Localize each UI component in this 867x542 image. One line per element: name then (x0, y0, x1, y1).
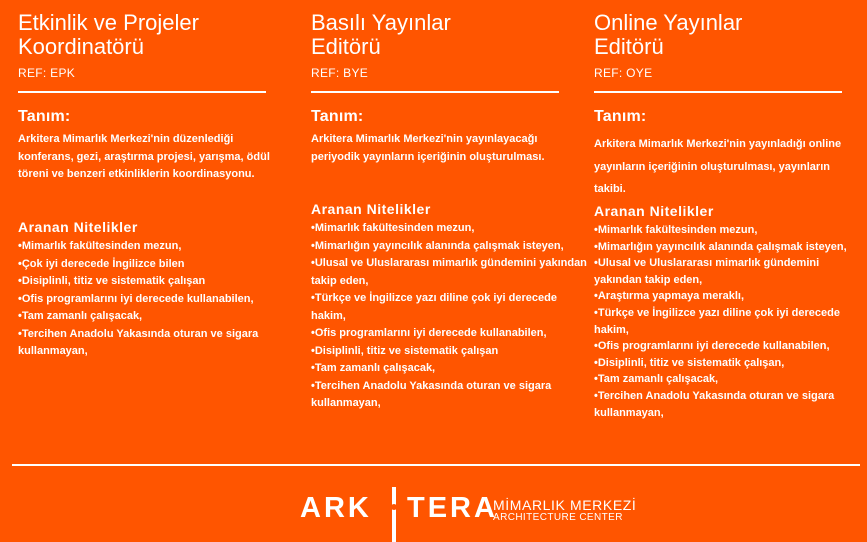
arkitera-logo (300, 490, 637, 542)
list-item: • Disiplinli, titiz ve sistematik çalışan (311, 343, 591, 361)
list-item: • Türkçe ve İngilizce yazı diline çok iyi derecede hakim, (311, 290, 591, 325)
job-title: Etkinlik ve Projeler Koordinatörü (18, 10, 199, 59)
list-item: • Mimarlık fakültesinden mezun, (311, 220, 591, 238)
logo-dot (391, 504, 397, 510)
definition-text: Arkitera Mimarlık Merkezi'nin yayınladığı online yayınların içeriğinin oluşturulması, yayınların takibi. (594, 138, 842, 195)
list-item: • Disiplinli, titiz ve sistematik çalışan, (594, 355, 866, 372)
logo-bar (392, 487, 396, 542)
definition-heading: Tanım: (311, 108, 364, 125)
footer-divider (12, 464, 860, 466)
list-item: • Tercihen Anadolu Yakasında oturan ve sigara kullanmayan, (18, 326, 283, 361)
definition-heading: Tanım: (594, 108, 647, 125)
list-item: • Tam zamanlı çalışacak, (18, 308, 283, 326)
list-item: • Ulusal ve Uluslararası mimarlık gündemini yakından takip eden, (594, 255, 866, 288)
logo-subtitle-tr: MİMARLIK MERKEZİ (493, 497, 637, 513)
list-item: • Tercihen Anadolu Yakasında oturan ve sigara kullanmayan, (594, 388, 866, 421)
requirements-heading: Aranan Nitelikler (18, 219, 138, 235)
definition-text: Arkitera Mimarlık Merkezi'nin yayınlayacağı periyodik yayınların içeriğinin oluşturulması. (311, 133, 545, 163)
logo-word-left: ARK (300, 492, 372, 524)
list-item: • Araştırma yapmaya meraklı, (594, 288, 866, 305)
logo-subtitle-en: ARCHITECTURE CENTER (493, 512, 623, 523)
job-ref: REF: BYE (311, 66, 369, 80)
list-item: • Mimarlığın yayıncılık alanında çalışmak isteyen, (594, 239, 866, 256)
list-item: • Çok iyi derecede İngilizce bilen (18, 256, 283, 274)
list-item: • Ofis programlarını iyi derecede kullanabilen, (311, 325, 591, 343)
list-item: • Tercihen Anadolu Yakasında oturan ve sigara kullanmayan, (311, 378, 591, 413)
divider (594, 91, 842, 93)
definition-text: Arkitera Mimarlık Merkezi'nin düzenlediği konferans, gezi, araştırma projesi, yarışma, ödül töreni ve benzeri etkinliklerin koordinasyonu. (18, 133, 270, 180)
job-ref: REF: EPK (18, 66, 76, 80)
list-item: • Ofis programlarını iyi derecede kullanabilen, (594, 338, 866, 355)
list-item: • Ulusal ve Uluslararası mimarlık gündemini yakından takip eden, (311, 255, 591, 290)
requirements-list (594, 222, 866, 421)
list-item: • Tam zamanlı çalışacak, (311, 360, 591, 378)
list-item: • Disiplinli, titiz ve sistematik çalışan (18, 273, 283, 291)
job-title: Online Yayınlar Editörü (594, 10, 743, 59)
list-item: • Türkçe ve İngilizce yazı diline çok iyi derecede hakim, (594, 305, 866, 338)
list-item: • Tam zamanlı çalışacak, (594, 371, 866, 388)
requirements-list (18, 238, 283, 361)
requirements-heading: Aranan Nitelikler (594, 203, 714, 219)
requirements-heading: Aranan Nitelikler (311, 201, 431, 217)
list-item: • Ofis programlarını iyi derecede kullanabilen, (18, 291, 283, 309)
requirements-list (311, 220, 591, 413)
divider (311, 91, 559, 93)
list-item: • Mimarlık fakültesinden mezun, (18, 238, 283, 256)
logo-word-right: TERA (407, 492, 498, 524)
divider (18, 91, 266, 93)
list-item: • Mimarlığın yayıncılık alanında çalışmak isteyen, (311, 238, 591, 256)
job-ref: REF: OYE (594, 66, 653, 80)
definition-heading: Tanım: (18, 108, 71, 125)
job-title: Basılı Yayınlar Editörü (311, 10, 451, 59)
list-item: • Mimarlık fakültesinden mezun, (594, 222, 866, 239)
